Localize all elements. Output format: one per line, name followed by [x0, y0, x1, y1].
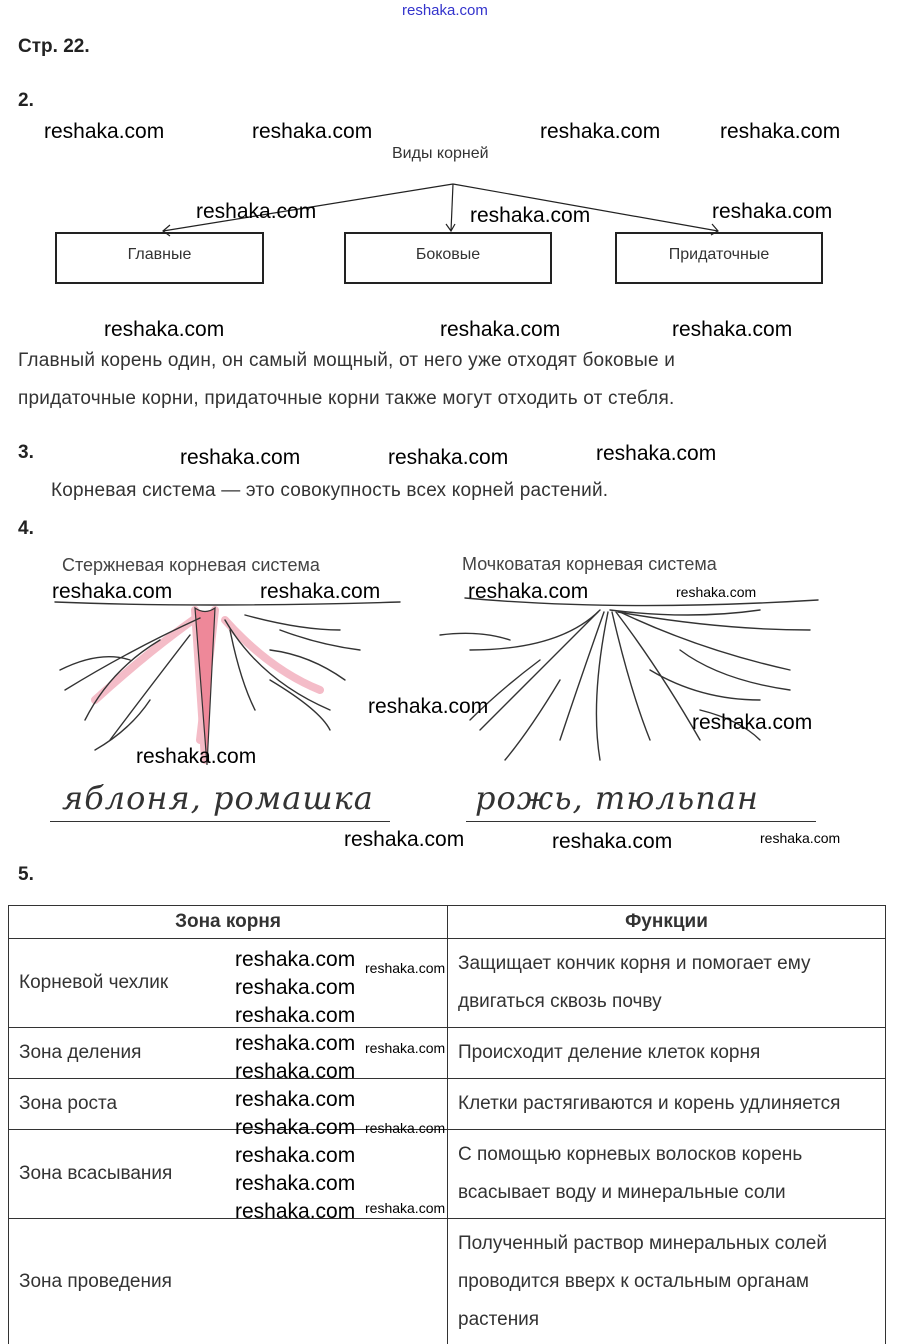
- watermark: reshaka.com: [235, 1200, 356, 1223]
- watermark: reshaka.com: [388, 446, 509, 469]
- watermark: reshaka.com: [440, 318, 561, 341]
- watermark: reshaka.com: [52, 580, 173, 603]
- watermark: reshaka.com: [235, 976, 356, 999]
- header-zone: Зона корня: [9, 906, 448, 939]
- table-row: [9, 1130, 886, 1219]
- box-main-roots: Главные: [55, 232, 264, 284]
- table-row: [9, 1079, 886, 1130]
- task-3-text: Корневая система — это совокупность всех корней растений.: [51, 480, 609, 501]
- table-header-row: [9, 906, 886, 939]
- watermark: reshaka.com: [344, 828, 465, 851]
- watermark: reshaka.com: [365, 1120, 446, 1136]
- taproot-answer: яблоня, ромашка: [62, 779, 374, 817]
- watermark: reshaka.com: [540, 120, 661, 143]
- watermark: reshaka.com: [712, 200, 833, 223]
- watermark: reshaka.com: [235, 1004, 356, 1027]
- watermark: reshaka.com: [235, 1144, 356, 1167]
- function-cell: С помощью корневых волосков корень всасывает воду и минеральные соли: [448, 1130, 886, 1219]
- watermark: reshaka.com: [368, 695, 489, 718]
- watermark: reshaka.com: [720, 120, 841, 143]
- watermark: reshaka.com: [44, 120, 165, 143]
- function-cell: Защищает кончик корня и помогает ему двигаться сквозь почву: [448, 939, 886, 1028]
- watermark: reshaka.com: [136, 745, 257, 768]
- zone-cell: Зона деления: [9, 1028, 448, 1079]
- watermark: reshaka.com: [196, 200, 317, 223]
- taproot-system-drawing: [55, 602, 400, 765]
- answer-underline-right: [466, 821, 816, 822]
- watermark: reshaka.com: [235, 1088, 356, 1111]
- watermark: reshaka.com: [235, 1172, 356, 1195]
- zone-cell: Зона роста: [9, 1079, 448, 1130]
- zone-cell: Зона всасывания: [9, 1130, 448, 1219]
- watermark: reshaka.com: [676, 584, 757, 600]
- watermark: reshaka.com: [365, 1040, 446, 1056]
- function-cell: Клетки растягиваются и корень удлиняется: [448, 1079, 886, 1130]
- watermark: reshaka.com: [365, 1200, 446, 1216]
- zone-cell: Зона проведения: [9, 1219, 448, 1344]
- box-adventitious-roots: Придаточные: [615, 232, 823, 284]
- header-function: Функции: [448, 906, 886, 939]
- task-2-text-line2: придаточные корни, придаточные корни также могут отходить от стебля.: [18, 388, 675, 409]
- table-row: [9, 1219, 886, 1344]
- function-cell: Полученный раствор минеральных солей проводится вверх к остальным органам растения: [448, 1219, 886, 1344]
- watermark: reshaka.com: [252, 120, 373, 143]
- task-4-number: 4.: [18, 518, 34, 539]
- watermark: reshaka.com: [235, 1116, 356, 1139]
- fibrous-system-drawing: [440, 598, 818, 760]
- watermark: reshaka.com: [596, 442, 717, 465]
- watermark: reshaka.com: [468, 580, 589, 603]
- taproot-caption: Стержневая корневая система: [62, 555, 320, 575]
- watermark: reshaka.com: [365, 960, 446, 976]
- table-row: [9, 1028, 886, 1079]
- task-5-number: 5.: [18, 864, 34, 885]
- watermark: reshaka.com: [692, 711, 813, 734]
- watermark: reshaka.com: [760, 830, 841, 846]
- watermark: reshaka.com: [104, 318, 225, 341]
- watermark: reshaka.com: [552, 830, 673, 853]
- fibrous-caption: Мочковатая корневая система: [462, 554, 717, 574]
- watermark: reshaka.com: [260, 580, 381, 603]
- watermark: reshaka.com: [235, 1060, 356, 1083]
- task-2-text-line1: Главный корень один, он самый мощный, от него уже отходят боковые и: [18, 350, 676, 371]
- box-lateral-roots: Боковые: [344, 232, 552, 284]
- watermark: reshaka.com: [470, 204, 591, 227]
- watermark: reshaka.com: [235, 948, 356, 971]
- table-row: [9, 939, 886, 1028]
- root-zones-table: [8, 905, 886, 1344]
- task-3-number: 3.: [18, 442, 34, 463]
- watermark: reshaka.com: [672, 318, 793, 341]
- zone-cell: Корневой чехлик: [9, 939, 448, 1028]
- function-cell: Происходит деление клеток корня: [448, 1028, 886, 1079]
- page-label: Стр. 22.: [18, 36, 90, 57]
- watermark: reshaka.com: [180, 446, 301, 469]
- diagram-title: Виды корней: [392, 145, 489, 162]
- fibrous-answer: рожь, тюльпан: [475, 779, 759, 817]
- site-link[interactable]: reshaka.com: [402, 2, 488, 19]
- watermark: reshaka.com: [235, 1032, 356, 1055]
- answer-underline-left: [50, 821, 390, 822]
- task-2-number: 2.: [18, 90, 34, 111]
